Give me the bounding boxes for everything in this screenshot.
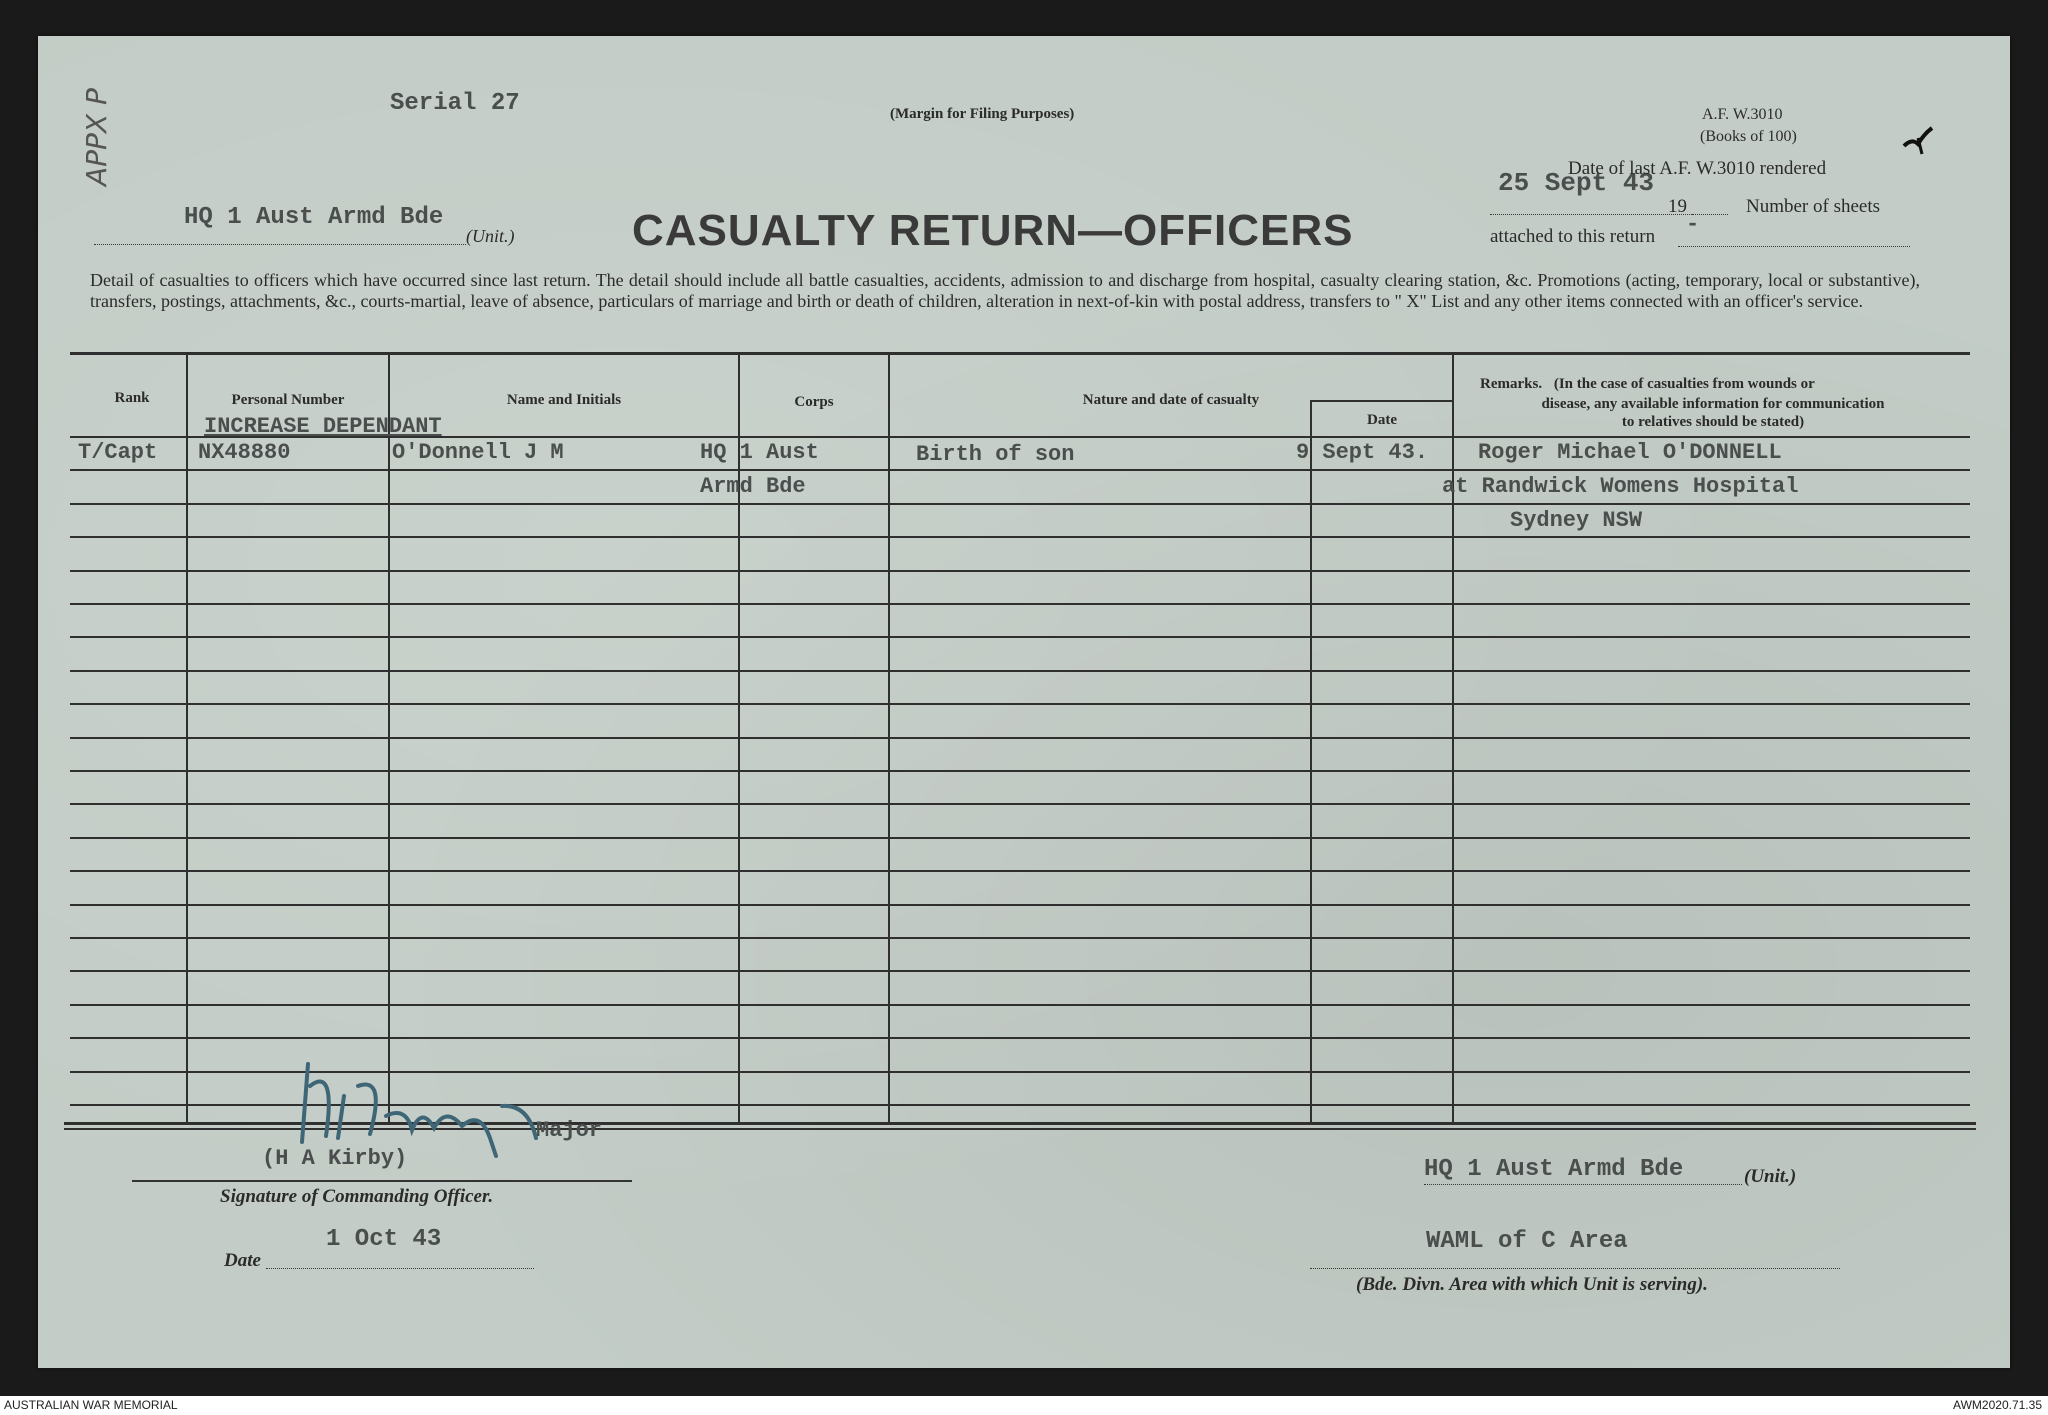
header-nature: Nature and date of casualty xyxy=(1082,392,1260,408)
bottom-area-line xyxy=(1310,1268,1840,1269)
header-remarks-note-1: (In the case of casualties from wounds or xyxy=(1553,376,1815,392)
entry-corps-line-1: HQ 1 Aust xyxy=(700,440,819,465)
header-remarks-note-2: disease, any available information for communication xyxy=(1541,396,1885,412)
signatory-rank: Major xyxy=(536,1118,603,1143)
margin-note: (Margin for Filing Purposes) xyxy=(890,106,1075,122)
sheets-value: - xyxy=(1686,212,1700,237)
last-return-date-label: Date of last A.F. W.3010 rendered xyxy=(1568,158,1827,179)
entry-nature: Birth of son xyxy=(916,442,1075,467)
table-top-rule xyxy=(70,352,1970,355)
unit-dotted-line xyxy=(94,244,466,245)
entry-corps-line-2: Armd Bde xyxy=(700,474,806,499)
header-name: Name and Initials xyxy=(506,392,622,408)
bottom-area-label: (Bde. Divn. Area with which Unit is serving). xyxy=(1356,1274,1708,1295)
form-title: CASUALTY RETURN—OFFICERS xyxy=(632,206,1354,255)
bottom-unit-label: (Unit.) xyxy=(1744,1166,1797,1187)
header-personal-number: Personal Number xyxy=(231,392,345,408)
table-row-rule xyxy=(70,703,1970,705)
table-row-rule xyxy=(70,1004,1970,1006)
signature-label: Signature of Commanding Officer. xyxy=(220,1186,494,1207)
entry-remarks-line-3: Sydney NSW xyxy=(1510,508,1643,533)
table-row-rule xyxy=(70,570,1970,572)
overlay-note: INCREASE DEPENDANT xyxy=(204,414,442,439)
table-row-rule xyxy=(70,904,1970,906)
bottom-unit-line xyxy=(1424,1184,1742,1185)
header-date: Date xyxy=(1367,412,1397,428)
footer-left: AUSTRALIAN WAR MEMORIAL xyxy=(4,1398,178,1412)
sheets-label: Number of sheets xyxy=(1746,196,1881,217)
instructions-paragraph: Detail of casualties to officers which have occurred since last return. The detail should include all battle casualties, accidents, admission to and discharge from hospital, casualty clearing station, &c. Promotions (acting, temporary, local or substantive), transfers, postings, attachments, &c., courts-martial, leave of absence, particulars of marriage and birth or death of children, alteration in next-of-kin with postal address, transfers to " X" List and any other items connected with an officer's service. xyxy=(90,270,1920,311)
footer-bar xyxy=(0,1396,2048,1415)
last-return-date-typed: 25 Sept 43 xyxy=(1498,168,1655,198)
footer-right: AWM2020.71.35 xyxy=(1953,1398,2042,1412)
table-row-rule xyxy=(70,636,1970,638)
signature-date-line xyxy=(266,1268,534,1269)
attached-dotted-line xyxy=(1678,246,1910,247)
signature-line xyxy=(132,1180,632,1182)
bottom-area: WAML of C Area xyxy=(1426,1228,1628,1255)
header-remarks xyxy=(1480,376,1815,393)
entry-name: O'Donnell J M xyxy=(392,440,564,465)
header-remarks-note-3: to relatives should be stated) xyxy=(1621,414,1805,430)
header-corps: Corps xyxy=(794,394,834,410)
typed-unit: HQ 1 Aust Armd Bde xyxy=(184,204,444,231)
entry-date: 9 Sept 43. xyxy=(1296,440,1429,465)
table-row-rule xyxy=(70,737,1970,739)
table-row-rule xyxy=(70,803,1970,805)
serial-number: Serial 27 xyxy=(390,90,520,117)
form-number: A.F. W.3010 xyxy=(1702,106,1783,123)
table-row-rule xyxy=(70,503,1970,505)
table-row-rule xyxy=(70,937,1970,939)
bottom-unit: HQ 1 Aust Armd Bde xyxy=(1424,1156,1684,1183)
books-note: (Books of 100) xyxy=(1700,128,1797,145)
signature-date-value: 1 Oct 43 xyxy=(326,1226,442,1253)
check-mark-icon xyxy=(1900,124,1936,158)
table-row-rule xyxy=(70,1037,1970,1039)
year-prefix: 19 xyxy=(1668,196,1687,217)
signatory-name: (H A Kirby) xyxy=(262,1146,408,1171)
attached-label: attached to this return xyxy=(1490,226,1656,247)
document-sheet xyxy=(38,36,2010,1368)
col-divider-5 xyxy=(1310,400,1312,1122)
entry-remarks-line-1: Roger Michael O'DONNELL xyxy=(1478,440,1782,465)
signature-date-label: Date xyxy=(224,1250,261,1271)
table-row-rule xyxy=(70,970,1970,972)
table-row-rule xyxy=(70,469,1970,471)
header-rank: Rank xyxy=(114,390,150,406)
table-row-rule xyxy=(70,837,1970,839)
header-remarks-title: Remarks. xyxy=(1480,376,1543,392)
entry-remarks-line-2: at Randwick Womens Hospital xyxy=(1442,474,1799,499)
table-row-rule xyxy=(70,536,1970,538)
entry-rank: T/Capt xyxy=(78,440,158,465)
table-row-rule xyxy=(70,770,1970,772)
table-row-rule xyxy=(70,870,1970,872)
table-row-rule xyxy=(70,603,1970,605)
table-row-rule xyxy=(70,670,1970,672)
entry-personal-number: NX48880 xyxy=(198,440,291,465)
handwritten-appendix-mark: APPX P xyxy=(80,88,113,186)
unit-label: (Unit.) xyxy=(466,226,515,246)
